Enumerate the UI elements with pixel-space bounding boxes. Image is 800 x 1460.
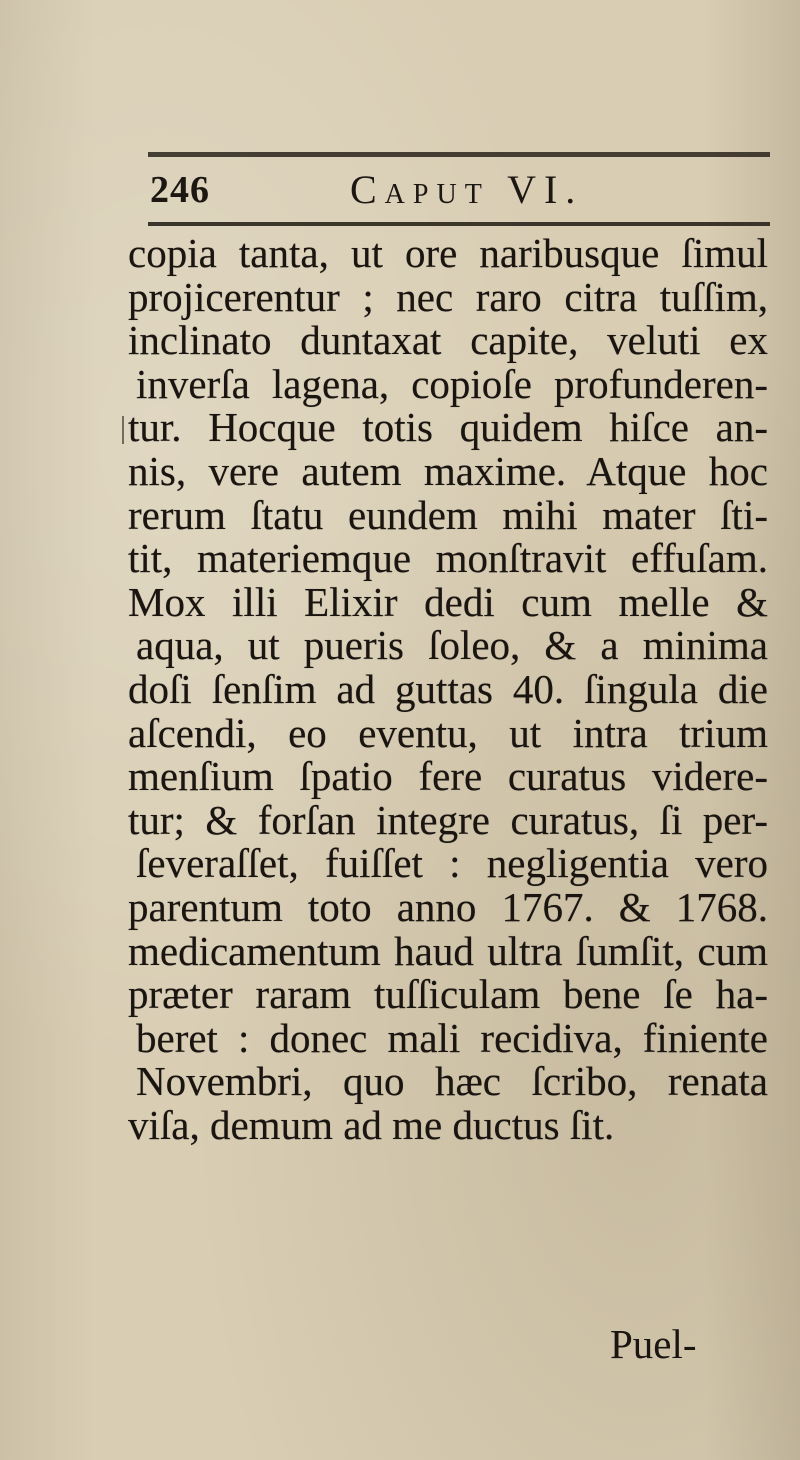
text-line-9: Mox illi Elixir dedi cum melle &: [128, 578, 768, 625]
text-line-8: tit, materiemque monſtravit effuſam.: [128, 535, 768, 582]
text-line-18: præter raram tuſſiculam bene ſe ha-: [128, 971, 768, 1018]
catchword: Puel-: [610, 1321, 697, 1367]
page-number: 246: [150, 169, 210, 211]
text-line-13: menſium ſpatio fere curatus videre-: [128, 753, 768, 800]
text-line-2: projicerentur ; nec raro citra tuſſim,: [128, 273, 768, 320]
page-header: [148, 160, 770, 218]
text-line-4: inverſa lagena, copioſe profunderen-: [136, 360, 768, 407]
text-line-10: aqua, ut pueris ſoleo, & a minima: [136, 622, 768, 669]
text-line-20: Novembri, quo hæc ſcribo, renata: [136, 1058, 768, 1105]
header-top-rule: [148, 152, 770, 157]
margin-mark: [122, 416, 124, 444]
text-line-7: rerum ſtatu eundem mihi mater ſti-: [128, 491, 768, 538]
text-line-19: beret : donec mali recidiva, finiente: [136, 1014, 768, 1061]
running-head: Caput VI.: [350, 167, 584, 212]
text-line-15: ſeveraſſet, fuiſſet : negligentia vero: [136, 840, 768, 887]
text-line-21: viſa, demum ad me ductus ſit.: [128, 1101, 615, 1148]
body-text: [128, 232, 768, 1147]
header-bottom-rule: [148, 222, 770, 226]
text-line-1: copia tanta, ut ore naribusque ſimul: [128, 230, 768, 276]
text-line-3: inclinato duntaxat capite, veluti ex: [128, 317, 768, 364]
text-line-17: medicamentum haud ultra ſumſit, cum: [128, 927, 768, 974]
text-line-12: aſcendi, eo eventu, ut intra trium: [128, 709, 768, 756]
text-line-5: tur. Hocque totis quidem hiſce an-: [128, 404, 768, 451]
text-line-6: nis, vere autem maxime. Atque hoc: [128, 447, 768, 494]
text-line-14: tur; & forſan integre curatus, ſi per-: [128, 796, 768, 843]
text-line-11: doſi ſenſim ad guttas 40. ſingula die: [128, 665, 768, 712]
text-line-16: parentum toto anno 1767. & 1768.: [128, 883, 768, 930]
